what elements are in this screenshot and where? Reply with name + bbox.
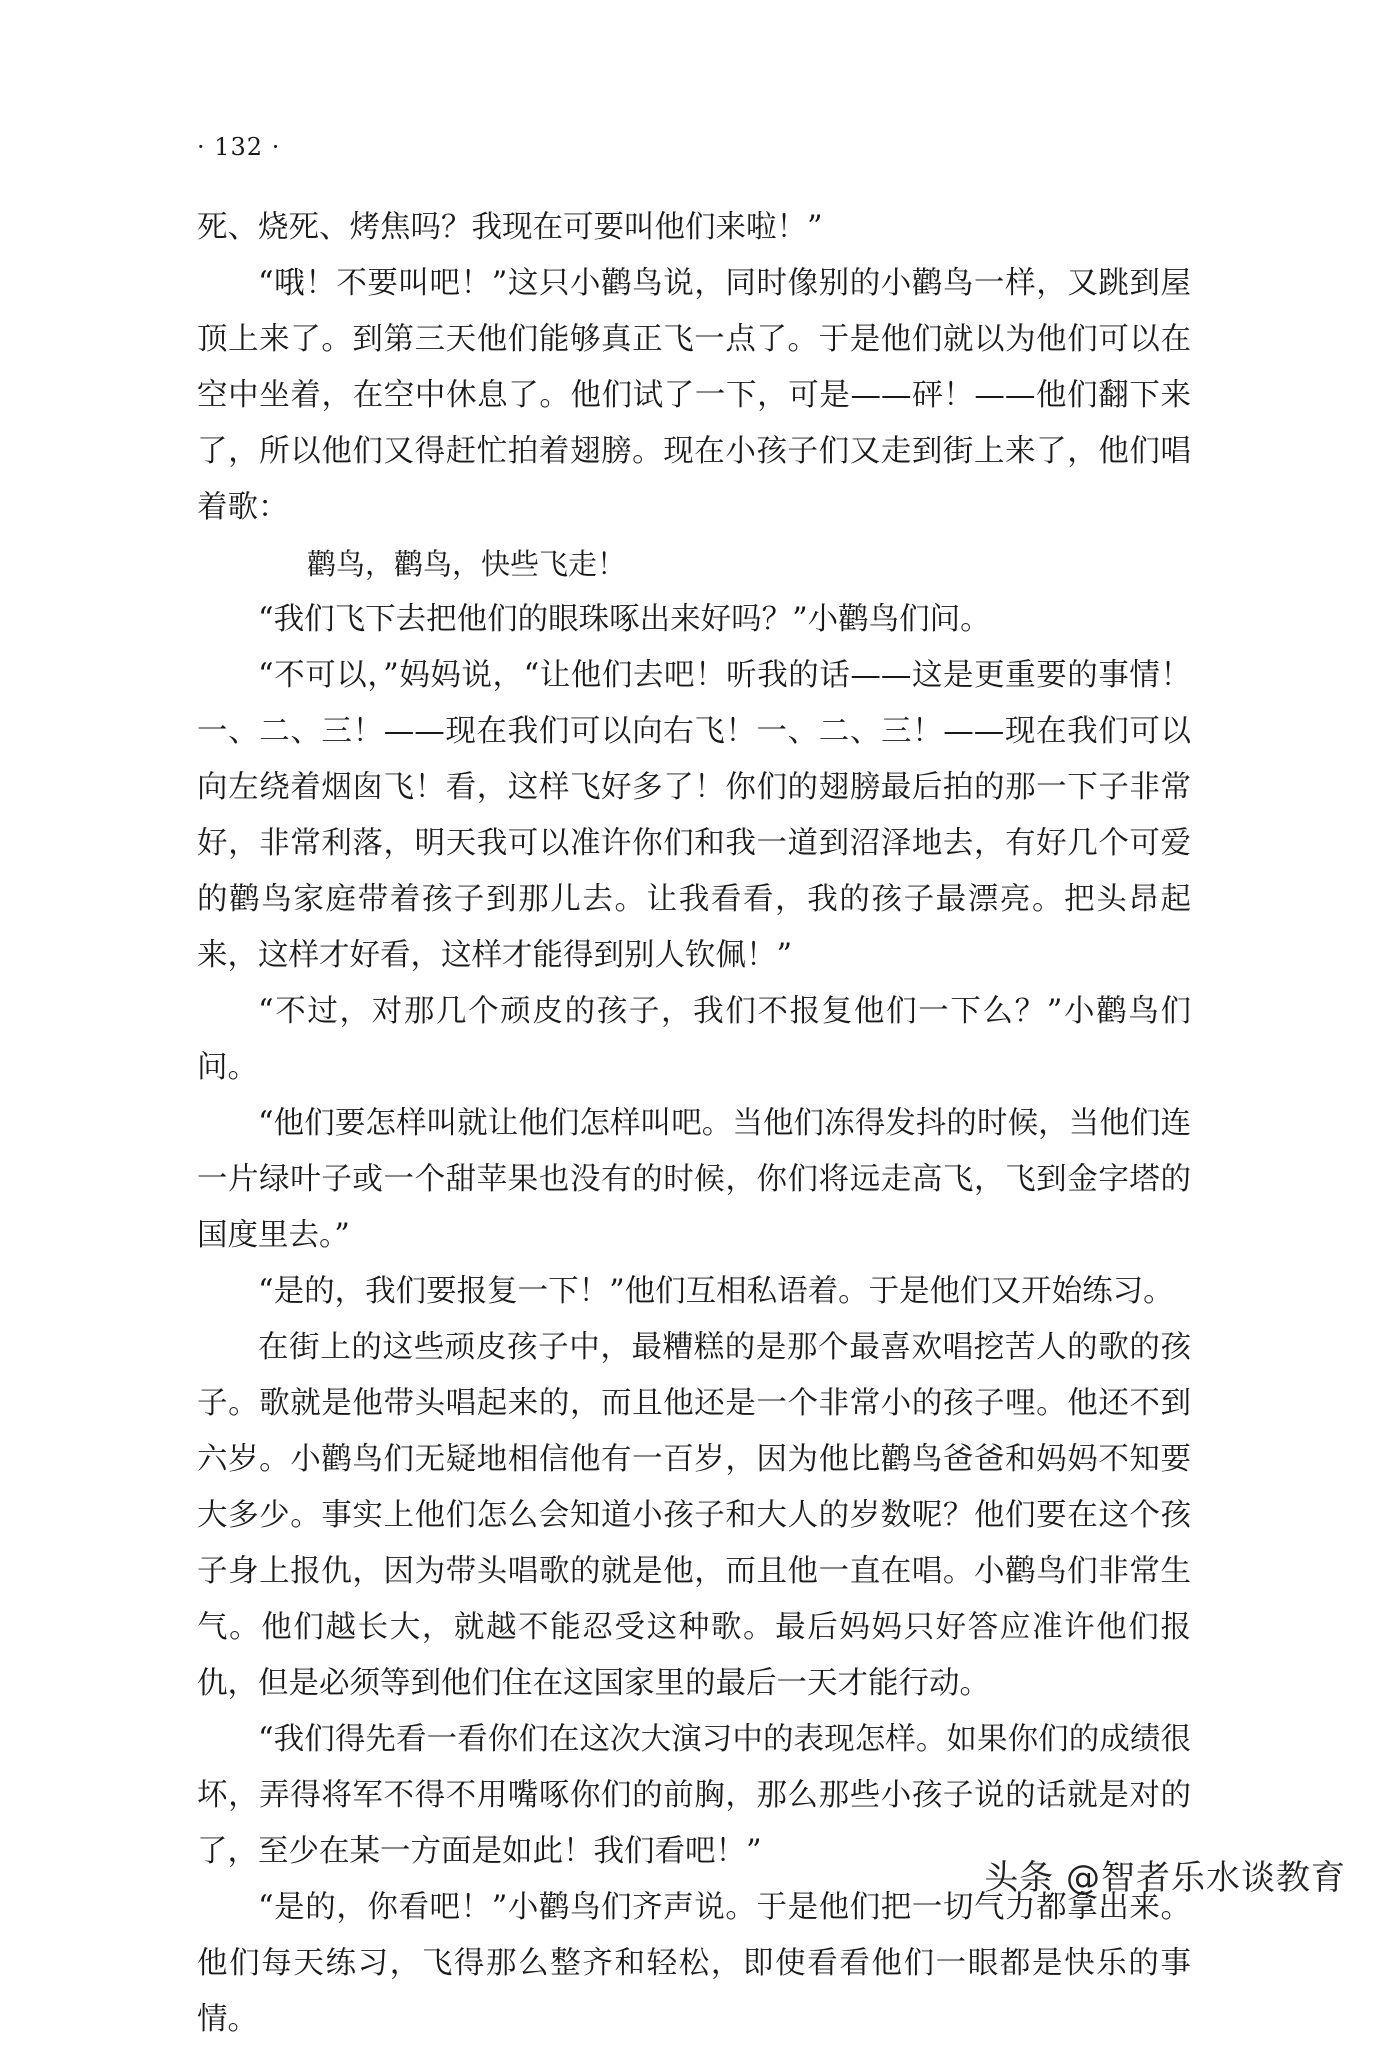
paragraph: “哦！不要叫吧！”这只小鹳鸟说，同时像别的小鹳鸟一样，又跳到屋顶上来了。到第三天他们能够真正飞一点了。于是他们就以为他们可以在空中坐着，在空中休息了。他们试了一下，可是——砰！——他们翻下来了，所以他们又得赶忙拍着翅膀。现在小孩子们又走到街上来了，他们唱着歌：	[197, 266, 1191, 525]
paragraph: “是的，你看吧！”小鹳鸟们齐声说。于是他们把一切气力都拿出来。他们每天练习，飞得那么整齐和轻松，即使看看他们一眼都是快乐的事情。	[197, 1890, 1191, 2037]
paragraph: 死、烧死、烤焦吗？我现在可要叫他们来啦！”	[197, 210, 823, 245]
paragraph: “我们得先看一看你们在这次大演习中的表现怎样。如果你们的成绩很坏，弄得将军不得不用嘴啄你们的前胸，那么那些小孩子说的话就是对的了，至少在某一方面是如此！我们看吧！”	[197, 1722, 1191, 1869]
watermark: 头条 @智者乐水谈教育	[984, 1858, 1346, 1898]
paragraph: “是的，我们要报复一下！”他们互相私语着。于是他们又开始练习。	[258, 1274, 1174, 1309]
paragraph: “他们要怎样叫就让他们怎样叫吧。当他们冻得发抖的时候，当他们连一片绿叶子或一个甜苹果也没有的时候，你们将远走高飞，飞到金字塔的国度里去。”	[197, 1106, 1191, 1253]
page-number: · 132 ·	[197, 133, 281, 161]
verse-line: 鹳鸟，鹳鸟，快些飞走！	[307, 547, 627, 581]
body-text	[197, 200, 1191, 2048]
paragraph: “不过，对那几个顽皮的孩子，我们不报复他们一下么？”小鹳鸟们问。	[197, 994, 1191, 1085]
paragraph: 在街上的这些顽皮孩子中，最糟糕的是那个最喜欢唱挖苦人的歌的孩子。歌就是他带头唱起来的，而且他还是一个非常小的孩子哩。他还不到六岁。小鹳鸟们无疑地相信他有一百岁，因为他比鹳鸟爸爸和妈妈不知要大多少。事实上他们怎么会知道小孩子和大人的岁数呢？他们要在这个孩子身上报仇，因为带头唱歌的就是他，而且他一直在唱。小鹳鸟们非常生气。他们越长大，就越不能忍受这种歌。最后妈妈只好答应准许他们报仇，但是必须等到他们住在这国家里的最后一天才能行动。	[197, 1330, 1191, 1701]
paragraph: “我们飞下去把他们的眼珠啄出来好吗？”小鹳鸟们问。	[258, 602, 991, 637]
paragraph: “不可以，”妈妈说，“让他们去吧！听我的话——这是更重要的事情！一、二、三！——现在我们可以向右飞！一、二、三！——现在我们可以向左绕着烟囱飞！看，这样飞好多了！你们的翅膀最后拍的那一下子非常好，非常利落，明天我可以准许你们和我一道到沼泽地去，有好几个可爱的鹳鸟家庭带着孩子到那儿去。让我看看，我的孩子最漂亮。把头昂起来，这样才好看，这样才能得到别人钦佩！”	[197, 658, 1191, 973]
